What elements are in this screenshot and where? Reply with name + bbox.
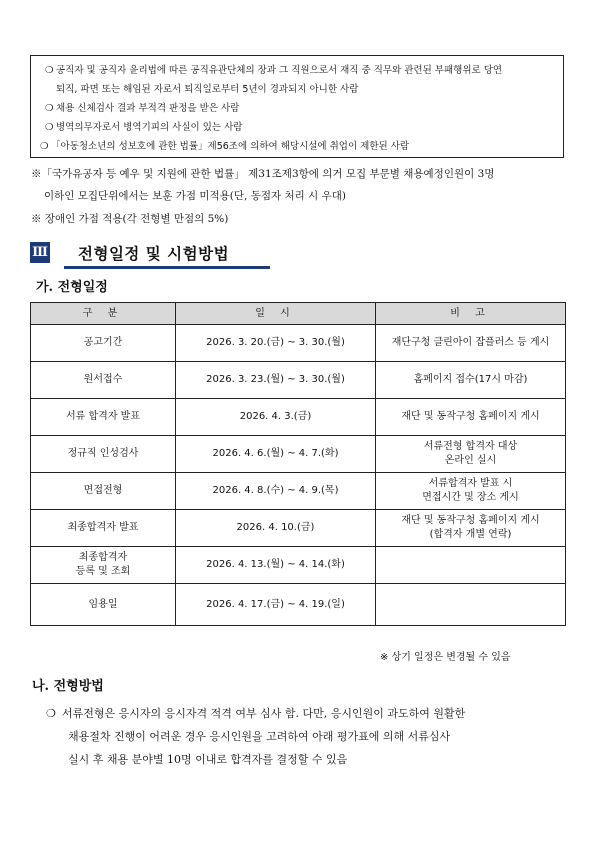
method-line1 [46,705,465,721]
row-date: 2026. 4. 10.(금) [176,510,376,547]
row-type: 원서접수 [31,362,176,399]
row-type: 최종합격자 발표 [31,510,176,547]
column-header-note: 비 고 [376,303,566,325]
table-row [31,547,566,584]
ineligible-item-continuation: 퇴직, 파면 또는 해임된 자로서 퇴직일로부터 5년이 경과되지 아니한 사람 [56,84,359,95]
row-date: 2026. 3. 23.(월) ~ 3. 30.(월) [176,362,376,399]
column-header-type: 구 분 [31,303,176,325]
row-date: 2026. 3. 20.(금) ~ 3. 30.(월) [176,325,376,362]
row-type: 면접전형 [31,473,176,510]
row-note: 재단구청 클린아이 잡플러스 등 게시 [376,325,566,362]
row-note: 서류합격자 발표 시 면접시간 및 장소 게시 [376,473,566,510]
column-header-date: 일 시 [176,303,376,325]
table-row [31,436,566,473]
ineligibility-box [30,55,564,158]
ineligible-item: ❍ 병역의무자로서 병역기피의 사실이 있는 사람 [45,122,243,133]
schedule-footnote: ※ 상기 일정은 변경될 수 있음 [380,652,511,663]
schedule-table [30,302,566,626]
table-row [31,584,566,626]
row-type: 임용일 [31,584,176,626]
table-header-row [31,303,566,325]
ineligible-item: ❍ 채용 신체검사 결과 부적격 판정을 받은 사람 [45,103,240,114]
row-note: 재단 및 동작구청 홈페이지 게시 (합격자 개별 연락) [376,510,566,547]
veterans-note-line1: ※「국가유공자 등 예우 및 지원에 관한 법률」 제31조제3항에 의거 모집 부문별 채용예정인원이 3명 [31,168,495,180]
disability-note: ※ 장애인 가점 적용(각 전형별 만점의 5%) [31,213,229,225]
table-row [31,473,566,510]
table-row [31,362,566,399]
row-type: 최종합격자 등록 및 조회 [31,547,176,584]
method-heading: 나. 전형방법 [32,679,104,694]
row-date: 2026. 4. 3.(금) [176,399,376,436]
row-note [376,547,566,584]
schedule-heading: 가. 전형일정 [36,280,108,295]
row-note: 서류전형 합격자 대상 온라인 실시 [376,436,566,473]
row-date: 2026. 4. 8.(수) ~ 4. 9.(목) [176,473,376,510]
table-row [31,325,566,362]
row-type: 서류 합격자 발표 [31,399,176,436]
section-number-badge: Ⅲ [30,242,50,263]
row-date: 2026. 4. 6.(월) ~ 4. 7.(화) [176,436,376,473]
table-row [31,399,566,436]
row-note: 재단 및 동작구청 홈페이지 게시 [376,399,566,436]
method-text: 서류전형은 응시자의 응시자격 적격 여부 심사 함. 다만, 응시인원이 과도하여 원활한 [62,707,466,720]
row-type: 정규직 인성검사 [31,436,176,473]
veterans-note-line2: 이하인 모집단위에서는 보훈 가점 미적용(단, 동점자 처리 시 우대) [44,190,346,202]
bullet-icon: ❍ [46,707,56,720]
section-title: 전형일정 및 시험방법 [78,245,230,263]
ineligible-item: ❍ 「아동청소년의 성보호에 관한 법률」제56조에 의하여 해당시설에 취업이 제한된 사람 [40,141,410,152]
row-type: 공고기간 [31,325,176,362]
method-line3: 실시 후 채용 분야별 10명 이내로 합격자를 결정할 수 있음 [68,753,348,766]
row-date: 2026. 4. 13.(월) ~ 4. 14.(화) [176,547,376,584]
table-row [31,510,566,547]
row-note: 홈페이지 접수(17시 마감) [376,362,566,399]
row-date: 2026. 4. 17.(금) ~ 4. 19.(일) [176,584,376,626]
ineligible-item: ❍ 공직자 및 공직자 윤리법에 따른 공직유관단체의 장과 그 직원으로서 재직 중 직무와 관련된 부패행위로 당연 [45,65,503,76]
row-note [376,584,566,626]
section-title-underline [64,266,270,269]
method-line2: 채용절차 진행이 어려운 경우 응시인원을 고려하여 아래 평가표에 의해 서류심사 [68,730,451,743]
